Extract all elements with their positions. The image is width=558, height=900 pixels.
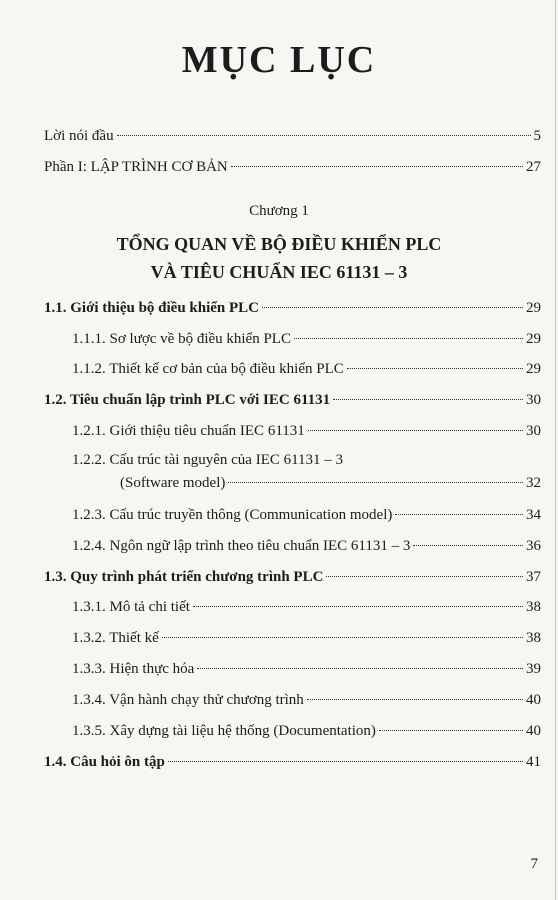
leader-dots (413, 545, 523, 546)
leader-dots (347, 368, 523, 369)
toc-row-section[interactable] (44, 753, 541, 771)
toc-row-subsection[interactable] (72, 598, 541, 616)
leader-dots (333, 399, 523, 400)
leader-dots (308, 430, 523, 431)
leader-dots (262, 307, 523, 308)
toc-page: 39 (526, 661, 541, 677)
leader-dots (193, 606, 523, 607)
edge-line (555, 0, 556, 900)
leader-dots (168, 761, 523, 762)
toc-label: 1.1.1. Sơ lược về bộ điều khiển PLC (72, 331, 291, 347)
toc-label: Phần I: LẬP TRÌNH CƠ BẢN (44, 159, 228, 175)
toc-row-subsection[interactable] (72, 537, 541, 555)
toc-page: 32 (526, 475, 541, 491)
toc-label: 1.3.2. Thiết kế (72, 630, 159, 646)
leader-dots (294, 338, 523, 339)
toc-row-subsection-first-line[interactable] (72, 452, 343, 469)
toc-page: 41 (526, 754, 541, 770)
leader-dots (228, 482, 523, 483)
toc-row-subsection[interactable] (72, 660, 541, 678)
chapter-title-line2: VÀ TIÊU CHUẨN IEC 61131 – 3 (150, 262, 408, 282)
toc-page: 34 (526, 507, 541, 523)
toc-page: 40 (526, 723, 541, 739)
leader-dots (379, 730, 523, 731)
toc-page: 29 (526, 300, 541, 316)
toc-row-subsection[interactable] (72, 330, 541, 348)
toc-row-part-1[interactable] (44, 158, 541, 176)
toc-row-subsection[interactable] (72, 691, 541, 709)
toc-page: 30 (526, 392, 541, 408)
toc-row-subsection[interactable] (72, 722, 541, 740)
toc-label: 1.3.1. Mô tả chi tiết (72, 599, 190, 615)
toc-label: 1.4. Câu hỏi ôn tập (44, 754, 165, 770)
toc-label: 1.3.3. Hiện thực hóa (72, 661, 195, 677)
toc-row-subsection[interactable] (72, 506, 541, 524)
leader-dots (197, 668, 523, 669)
toc-row-foreword[interactable] (44, 127, 541, 145)
toc-row-section[interactable] (44, 568, 541, 586)
toc-page: 29 (526, 331, 541, 347)
leader-dots (307, 699, 523, 700)
toc-row-subsection[interactable] (72, 422, 541, 440)
leader-dots (117, 135, 531, 136)
toc-label: 1.2. Tiêu chuẩn lập trình PLC với IEC 61131 (44, 392, 331, 408)
toc-page: 5 (533, 128, 541, 144)
toc-page: 38 (526, 630, 541, 646)
leader-dots (231, 166, 523, 167)
page-title: MỤC LỤC (181, 39, 377, 81)
toc-label: 1.3.4. Vận hành chạy thử chương trình (72, 692, 304, 708)
toc-label: 1.2.2. Cấu trúc tài nguyên của IEC 61131 – 3 (72, 452, 344, 468)
toc-page: 30 (526, 423, 541, 439)
toc-page: 37 (526, 569, 541, 585)
leader-dots (395, 514, 523, 515)
toc-row-section[interactable] (44, 299, 541, 317)
toc-label: 1.3. Quy trình phát triển chương trình PLC (44, 569, 324, 585)
toc-page: 27 (526, 159, 541, 175)
toc-label: Lời nói đầu (44, 128, 114, 144)
toc-page: 29 (526, 361, 541, 377)
toc-label: 1.1.2. Thiết kế cơ bản của bộ điều khiển PLC (72, 361, 344, 377)
toc-page: 40 (526, 692, 541, 708)
toc-row-subsection[interactable] (72, 360, 541, 378)
toc-label: 1.2.3. Cấu trúc truyền thông (Communication model) (72, 507, 393, 523)
page-number: 7 (530, 856, 538, 872)
leader-dots (326, 576, 523, 577)
toc-page: 38 (526, 599, 541, 615)
toc-row-subsection[interactable] (72, 629, 541, 647)
chapter-title-line1: TỔNG QUAN VỀ BỘ ĐIỀU KHIỂN PLC (116, 234, 442, 254)
leader-dots (162, 637, 523, 638)
toc-label: 1.2.4. Ngôn ngữ lập trình theo tiêu chuẩn IEC 61131 – 3 (72, 538, 411, 554)
toc-label: 1.1. Giới thiệu bộ điều khiển PLC (44, 300, 260, 316)
toc-page: 36 (526, 538, 541, 554)
toc-row-section[interactable] (44, 391, 541, 409)
toc-label: 1.2.1. Giới thiệu tiêu chuẩn IEC 61131 (72, 423, 305, 439)
toc-label-continuation: (Software model) (120, 475, 226, 491)
chapter-label: Chương 1 (249, 203, 309, 219)
toc-label: 1.3.5. Xây dựng tài liệu hệ thống (Documentation) (72, 723, 376, 739)
toc-row-subsection-continuation[interactable] (120, 474, 541, 492)
